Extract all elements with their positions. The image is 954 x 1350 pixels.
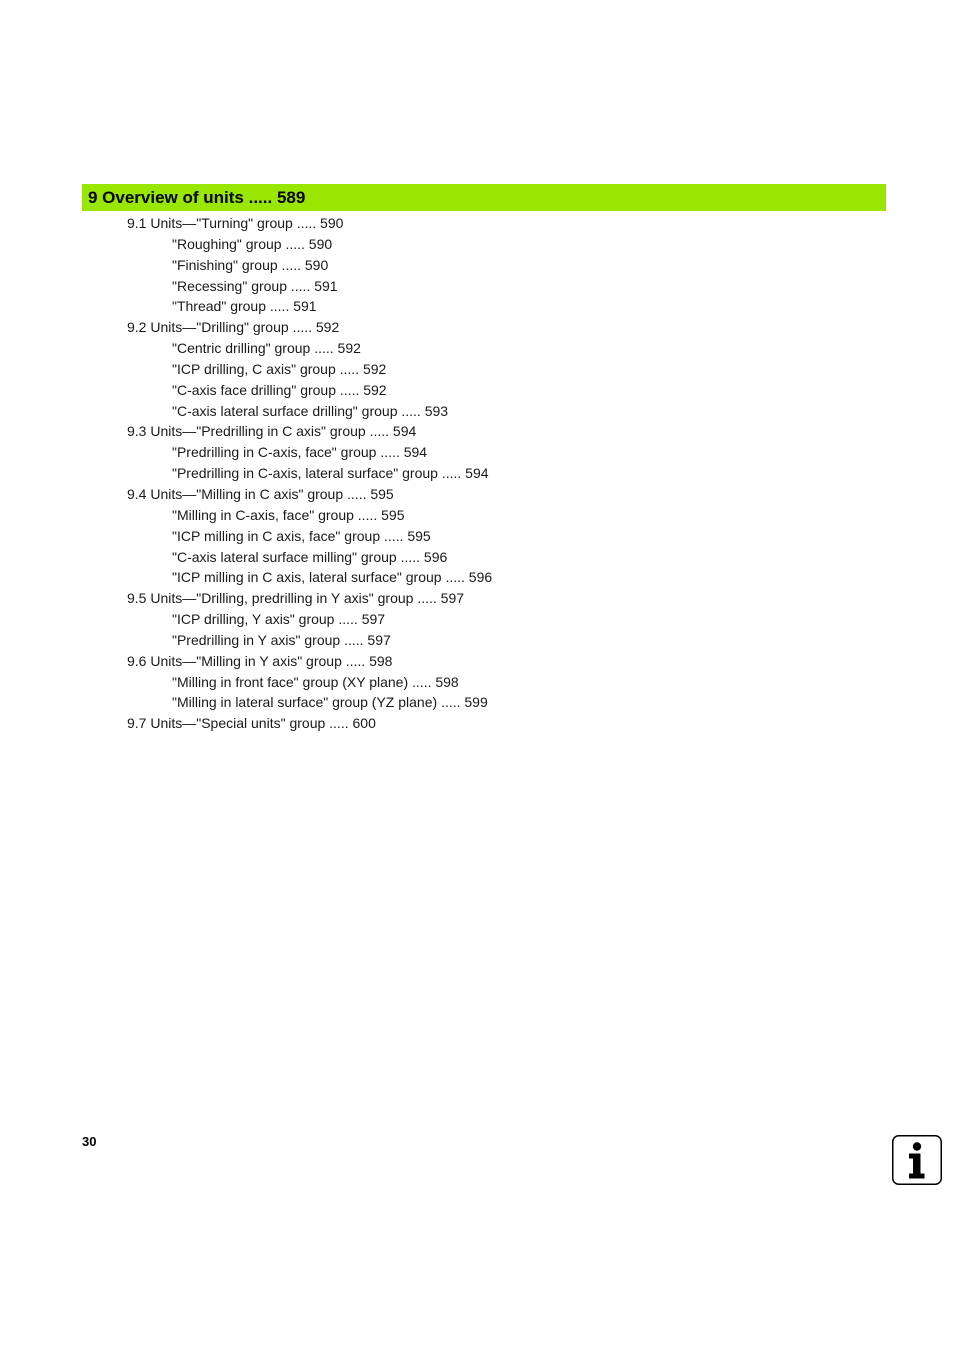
toc-subsection-entry[interactable]: "Milling in C-axis, face" group ..... 595 [172,506,405,523]
toc-section-entry[interactable]: 9.2 Units—"Drilling" group ..... 592 [127,319,340,336]
toc-section-entry[interactable]: 9.1 Units—"Turning" group ..... 590 [127,215,344,231]
toc-subsection-entry[interactable]: "Predrilling in C-axis, face" group ..... 594 [172,444,428,461]
chapter-title: 9 Overview of units ..... 589 [88,187,306,207]
toc-section-entry[interactable]: 9.7 Units—"Special units" group ..... 600 [127,715,376,732]
toc-section-entry[interactable]: 9.3 Units—"Predrilling in C axis" group ..... 594 [127,423,417,440]
toc-subsection-entry[interactable]: "Milling in lateral surface" group (YZ plane) ..... 599 [172,694,488,711]
toc-subsection-entry[interactable]: "C-axis lateral surface milling" group ..... 596 [172,548,448,565]
toc-subsection-entry[interactable]: "ICP drilling, Y axis" group ..... 597 [172,611,386,628]
chapter-heading[interactable] [82,184,886,211]
toc-subsection-entry[interactable]: "Recessing" group ..... 591 [172,277,338,294]
toc-subsection-entry[interactable]: "Milling in front face" group (XY plane) ..... 598 [172,673,459,690]
page-number: 30 [82,1134,97,1149]
table-of-contents [0,213,954,734]
toc-subsection-entry[interactable]: "Finishing" group ..... 590 [172,256,329,273]
toc-subsection-entry[interactable]: "Thread" group ..... 591 [172,298,317,315]
toc-section-entry[interactable]: 9.4 Units—"Milling in C axis" group ..... 595 [127,485,394,502]
toc-subsection-entry[interactable]: "ICP milling in C axis, lateral surface" group ..... 596 [172,569,493,586]
toc-subsection-entry[interactable]: "ICP drilling, C axis" group ..... 592 [172,360,387,377]
toc-subsection-entry[interactable]: "Centric drilling" group ..... 592 [172,340,361,357]
toc-subsection-entry[interactable]: "ICP milling in C axis, face" group ..... 595 [172,527,431,544]
toc-section-entry[interactable]: 9.5 Units—"Drilling, predrilling in Y axis" group ..... 597 [127,590,465,607]
toc-subsection-entry[interactable]: "Roughing" group ..... 590 [172,235,333,252]
toc-subsection-entry[interactable]: "Predrilling in Y axis" group ..... 597 [172,631,391,648]
info-icon [892,1135,942,1185]
toc-subsection-entry[interactable]: "C-axis lateral surface drilling" group ..... 593 [172,402,449,419]
toc-subsection-entry[interactable]: "C-axis face drilling" group ..... 592 [172,381,387,398]
toc-subsection-entry[interactable]: "Predrilling in C-axis, lateral surface" group ..... 594 [172,465,489,482]
toc-section-entry[interactable]: 9.6 Units—"Milling in Y axis" group ..... 598 [127,652,393,669]
